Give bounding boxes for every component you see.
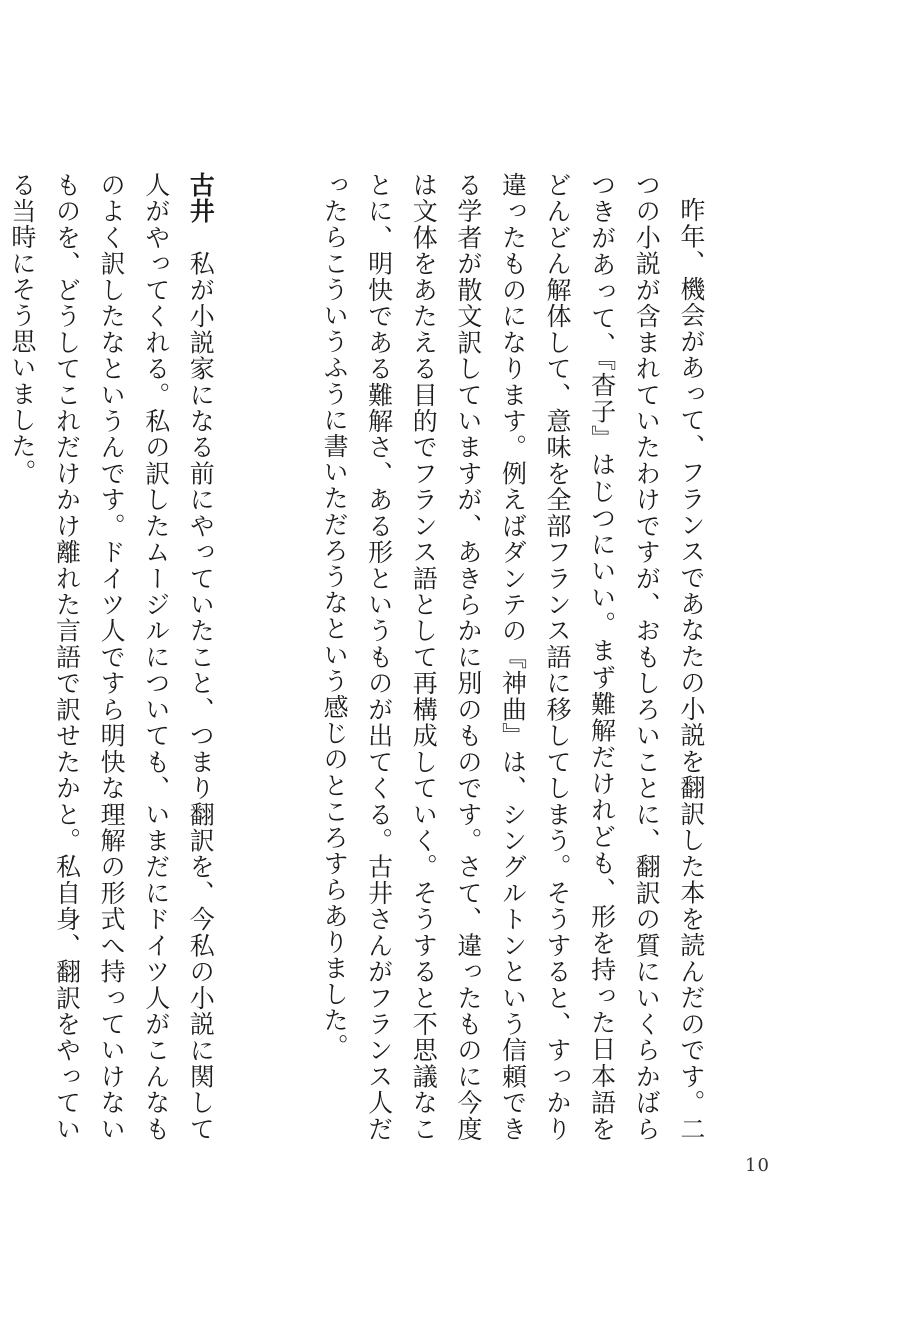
page-number: 10: [745, 1155, 770, 1176]
vertical-text-body: [7, 172, 802, 1143]
paragraph-1: 昨年、機会があって、フランスであなたの小説を翻訳した本を読んだのです。二つの小説が含まれていたわけですが、おもしろいことに、翻訳の質にいくらかばらつきがあって、『杳子』はじつにいい。まず難解だけれども、形を持った日本語をどんどん解体して、意味を全部フランス語に移してしまう。そうすると、すっかり違ったものになります。例えばダンテの『神曲』は、シングルトンという信頼できる学者が散文訳していますが、あきらかに別のものです。さて、違ったものに今度は文体をあたえる目的でフランス語として再構成していく。そうすると不思議なことに、明快である難解さ、ある形というものが出てくる。古井さんがフランス人だったらこういうふうに書いただろうなという感じのところすらありました。: [320, 172, 706, 1142]
paragraph-2: [0, 172, 222, 1142]
speaker-label: 古井: [186, 172, 216, 225]
paragraph-2-text: 私が小説家になる前にやっていたこと、つまり翻訳を、今私の小説に関して人がやってくれる。私の訳したムージルについても、いまだにドイツ人がこんなものよく訳したなというんです。ドイツ人ですら明快な理解の形式へ持っていけないものを、どうしてこれだけかけ離れた言語で訳せたかと。私自身、翻訳をやっている当時にそう思いました。: [7, 172, 216, 1143]
